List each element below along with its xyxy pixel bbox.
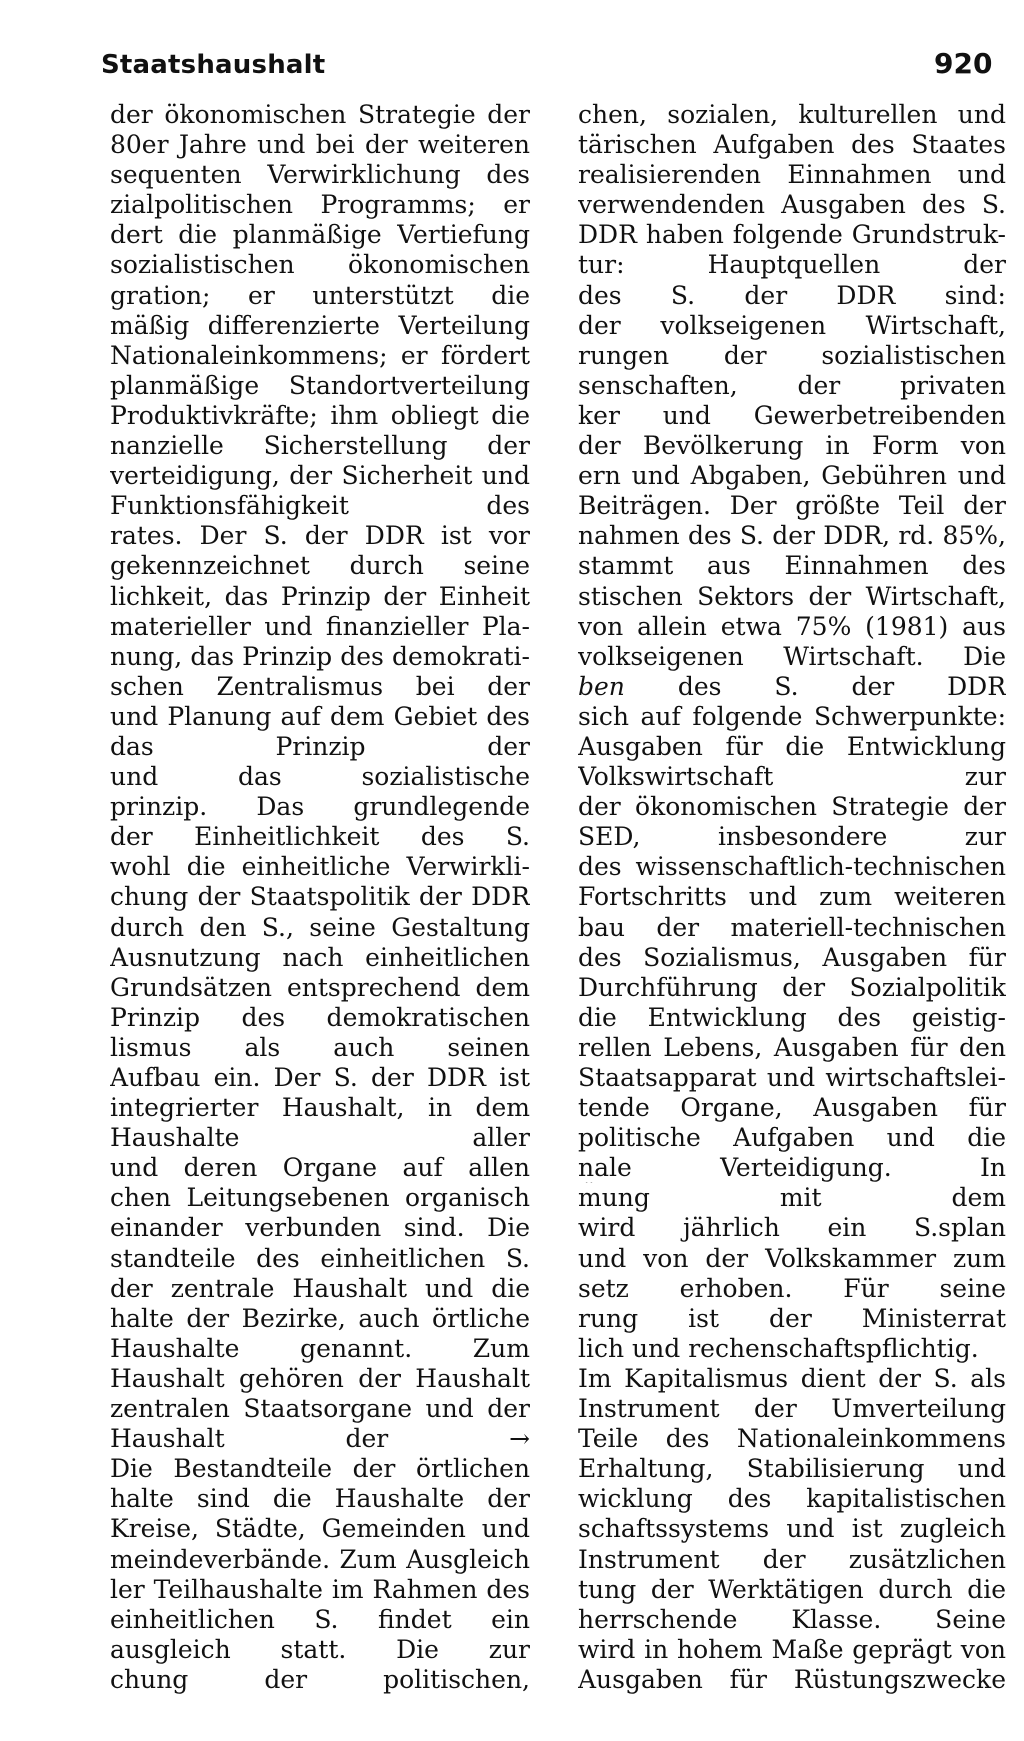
text-line: verteidigung, der Sicherheit und bbox=[110, 461, 530, 491]
text-line: Prinzip des demokratischen bbox=[110, 1002, 530, 1032]
text-line: Volkswirtschaft zur bbox=[578, 762, 1006, 792]
text-line: ker und Gewerbetreibenden bbox=[578, 400, 1006, 430]
text-line: Nationaleinkommens; er fördert bbox=[110, 340, 530, 370]
text-line: Beiträgen. Der größte Teil der bbox=[578, 491, 1006, 521]
text-line: tärischen Aufgaben des Staates bbox=[578, 130, 1006, 160]
text-line: lismus als auch seinen bbox=[110, 1032, 530, 1062]
text-line: das Prinzip der bbox=[110, 731, 530, 761]
text-line: Grundsätzen entsprechend dem bbox=[110, 972, 530, 1002]
text-line: Haushalte genannt. Zum bbox=[110, 1333, 530, 1363]
text-line: rellen Lebens, Ausgaben für den bbox=[578, 1032, 1006, 1062]
text-line: Staatsapparat und wirtschaftslei- bbox=[578, 1063, 1006, 1092]
text-line: standteile des einheitlichen S. bbox=[110, 1243, 530, 1273]
text-line: gekennzeichnet durch seine bbox=[110, 551, 530, 581]
text-line: Teile des Nationaleinkommens bbox=[578, 1424, 1006, 1454]
text-line: sequenten Verwirklichung des bbox=[110, 160, 530, 190]
text-line: Fortschritts und zum weiteren bbox=[578, 882, 1006, 912]
text-line: zialpolitischen Programms; er bbox=[110, 190, 530, 220]
text-line: meindeverbände. Zum Ausgleich bbox=[110, 1544, 530, 1574]
page-number: 920 bbox=[934, 47, 993, 80]
text-line: der ökonomischen Strategie der bbox=[578, 792, 1006, 822]
text-line: der Einheitlichkeit des S. bbox=[110, 822, 530, 852]
text-line: zentralen Staatsorgane und der bbox=[110, 1394, 530, 1424]
text-line: schen Zentralismus bei der bbox=[110, 671, 530, 701]
text-line: nale Verteidigung. In bbox=[578, 1153, 1006, 1183]
text-line: volkseigenen Wirtschaft. Die bbox=[578, 641, 1006, 671]
text-line: integrierter Haushalt, in dem bbox=[110, 1093, 530, 1123]
text-line: schaftssystems und ist zugleich bbox=[578, 1514, 1006, 1544]
text-line: chen Leitungsebenen organisch bbox=[110, 1183, 530, 1213]
text-line: tende Organe, Ausgaben für bbox=[578, 1093, 1006, 1123]
text-line: tung der Werktätigen durch die bbox=[578, 1574, 1006, 1604]
text-line: materieller und finanzieller Pla- bbox=[110, 611, 530, 641]
text-line: ern und Abgaben, Gebühren und bbox=[578, 461, 1006, 491]
text-line: realisierenden Einnahmen und bbox=[578, 160, 1006, 190]
text-column-right bbox=[578, 100, 1006, 1695]
text-line: planmäßige Standortverteilung bbox=[110, 370, 530, 400]
text-line: und Planung auf dem Gebiet des bbox=[110, 701, 530, 731]
text-line: Funktionsfähigkeit des bbox=[110, 491, 530, 521]
text-line: nahmen des S. der DDR, rd. 85%, bbox=[578, 521, 1006, 551]
text-line: SED, insbesondere zur bbox=[578, 822, 1006, 852]
text-line: Produktivkräfte; ihm obliegt die bbox=[110, 400, 530, 430]
text-line: stischen Sektors der Wirtschaft, bbox=[578, 581, 1006, 611]
text-line: Die Bestandteile der örtlichen bbox=[110, 1454, 530, 1484]
text-line: DDR haben folgende Grundstruk- bbox=[578, 220, 1006, 250]
text-line: Haushalt der → bbox=[110, 1424, 530, 1454]
text-line: mung mit dem bbox=[578, 1183, 1006, 1213]
text-line: tur: Hauptquellen der bbox=[578, 250, 1006, 280]
text-line: politische Aufgaben und die bbox=[578, 1123, 1006, 1153]
text-line: Haushalt gehören der Haushalt bbox=[110, 1363, 530, 1393]
text-line: Instrument der zusätzlichen bbox=[578, 1544, 1006, 1574]
text-line: wird in hohem Maße geprägt von bbox=[578, 1634, 1006, 1664]
text-line: Ausgaben für die Entwicklung bbox=[578, 731, 1006, 761]
text-line: des wissenschaftlich-technischen bbox=[578, 852, 1006, 882]
text-line: ausgleich statt. Die zur bbox=[110, 1634, 530, 1664]
text-line: der ökonomischen Strategie der bbox=[110, 100, 530, 129]
text-line: und das sozialistische bbox=[110, 762, 530, 792]
text-line: Erhaltung, Stabilisierung und bbox=[578, 1454, 1006, 1484]
text-line: lichkeit, das Prinzip der Einheit bbox=[110, 581, 530, 611]
text-line: lich und rechenschaftspflichtig. bbox=[578, 1333, 979, 1363]
text-column-left bbox=[110, 100, 530, 1695]
text-line: halte sind die Haushalte der bbox=[110, 1484, 530, 1514]
text-line: Haushalte aller bbox=[110, 1123, 530, 1153]
text-line: 80er Jahre und bei der weiteren bbox=[110, 130, 530, 160]
text-line: sozialistischen ökonomischen bbox=[110, 250, 530, 280]
text-line: setz erhoben. Für seine bbox=[578, 1273, 1006, 1303]
text-line: herrschende Klasse. Seine bbox=[578, 1604, 1006, 1634]
text-line: wird jährlich ein S.splan bbox=[578, 1213, 1006, 1243]
text-line: prinzip. Das grundlegende bbox=[110, 792, 530, 822]
text-line: nung, das Prinzip des demokrati- bbox=[110, 641, 530, 671]
text-line: die Entwicklung des geistig- bbox=[578, 1002, 1006, 1032]
text-line: Durchführung der Sozialpolitik bbox=[578, 972, 1006, 1002]
text-line: dert die planmäßige Vertiefung bbox=[110, 220, 530, 250]
text-line: und von der Volkskammer zum bbox=[578, 1243, 1006, 1273]
text-line: Ausgaben für Rüstungszwecke bbox=[578, 1664, 1006, 1694]
text-line: Aufbau ein. Der S. der DDR ist bbox=[110, 1063, 530, 1092]
text-line: von allein etwa 75% (1981) aus bbox=[578, 611, 1006, 641]
text-line: senschaften, der privaten bbox=[578, 370, 1006, 400]
text-line: chung der Staatspolitik der DDR bbox=[110, 882, 530, 912]
text-line: ler Teilhaushalte im Rahmen des bbox=[110, 1574, 530, 1604]
text-line: sich auf folgende Schwerpunkte: bbox=[578, 701, 1006, 731]
text-line: rung ist der Ministerrat bbox=[578, 1303, 1006, 1333]
text-line: der volkseigenen Wirtschaft, bbox=[578, 310, 1006, 340]
text-line: der zentrale Haushalt und die bbox=[110, 1273, 530, 1303]
text-line: des Sozialismus, Ausgaben für bbox=[578, 942, 1006, 972]
text-line: chung der politischen, bbox=[110, 1664, 530, 1694]
text-line: ben des S. der DDR bbox=[578, 671, 1006, 701]
text-line: rates. Der S. der DDR ist vor bbox=[110, 521, 530, 551]
text-line: stammt aus Einnahmen des bbox=[578, 551, 1006, 581]
text-line: des S. der DDR sind: bbox=[578, 280, 1006, 310]
text-line: halte der Bezirke, auch örtliche bbox=[110, 1303, 530, 1333]
text-line: chen, sozialen, kulturellen und bbox=[578, 100, 1006, 129]
text-line: Ausnutzung nach einheitlichen bbox=[110, 942, 530, 972]
text-line: verwendenden Ausgaben des S. bbox=[578, 190, 1006, 220]
text-line: bau der materiell-technischen bbox=[578, 912, 1006, 942]
text-line: wohl die einheitliche Verwirkli- bbox=[110, 852, 530, 882]
text-line: durch den S., seine Gestaltung bbox=[110, 912, 530, 942]
text-line: Im Kapitalismus dient der S. als bbox=[578, 1363, 1006, 1393]
text-line: Instrument der Umverteilung bbox=[578, 1394, 1006, 1424]
text-line: rungen der sozialistischen bbox=[578, 340, 1006, 370]
text-line: der Bevölkerung in Form von bbox=[578, 431, 1006, 461]
running-header-title: Staatshaushalt bbox=[101, 50, 326, 80]
text-line: einander verbunden sind. Die bbox=[110, 1213, 530, 1243]
text-line: Kreise, Städte, Gemeinden und bbox=[110, 1514, 530, 1544]
text-line: einheitlichen S. findet ein bbox=[110, 1604, 530, 1634]
text-line: wicklung des kapitalistischen bbox=[578, 1484, 1006, 1514]
text-line: mäßig differenzierte Verteilung bbox=[110, 310, 530, 340]
text-line: nanzielle Sicherstellung der bbox=[110, 431, 530, 461]
text-line: gration; er unterstützt die bbox=[110, 280, 530, 310]
text-line: und deren Organe auf allen bbox=[110, 1153, 530, 1183]
